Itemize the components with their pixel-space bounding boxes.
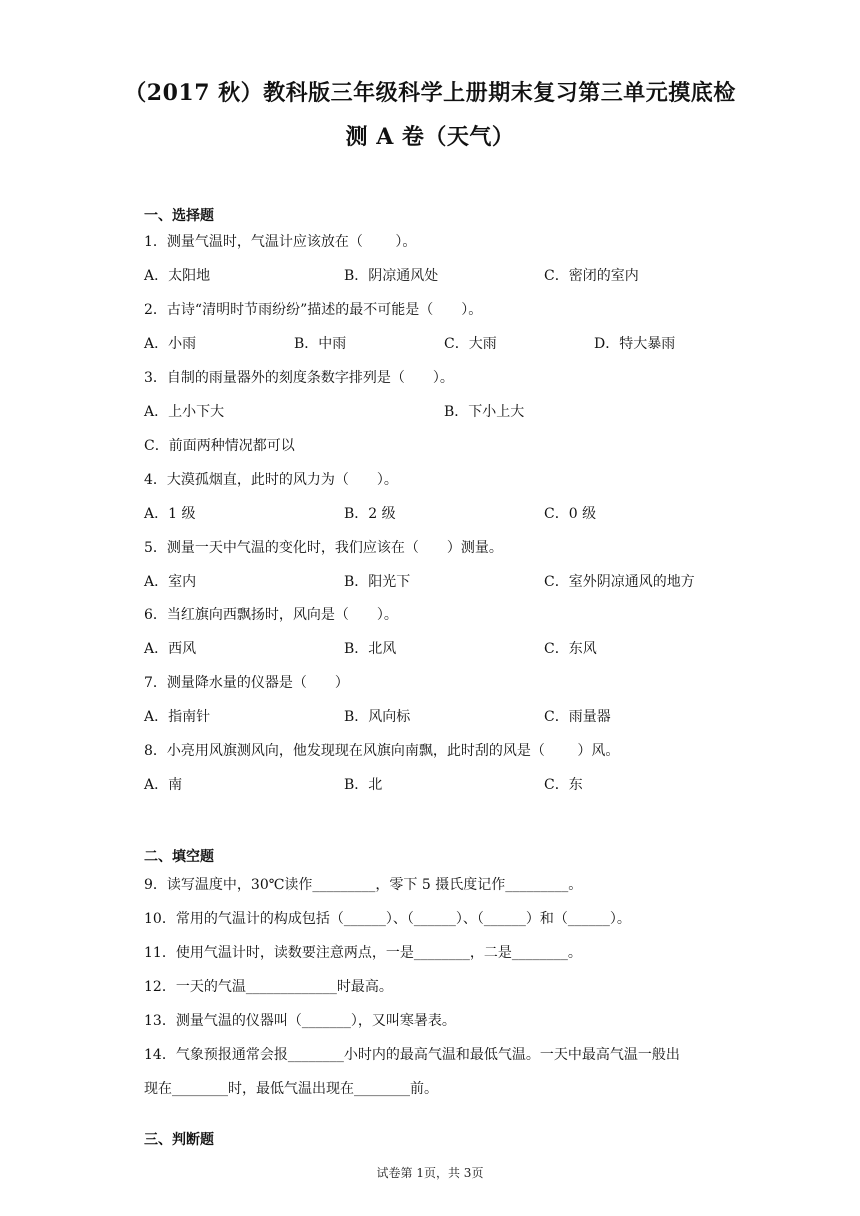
question-5-option-b: B．阳光下	[344, 574, 411, 590]
question-10: 10．常用的气温计的构成包括（______）、（______）、（______）和（______）。	[144, 911, 631, 927]
question-13: 13．测量气温的仪器叫（_______），又叫寒暑表。	[144, 1013, 456, 1029]
question-8-option-b: B．北	[344, 777, 383, 793]
question-14-line-1: 14．气象预报通常会报________小时内的最高气温和最低气温。一天中最高气温一般出	[144, 1047, 680, 1063]
question-2-option-a: A．小雨	[144, 336, 197, 352]
question-2-option-c: C．大雨	[444, 336, 497, 352]
question-8-option-a: A．南	[144, 777, 183, 793]
question-1-option-b: B．阴凉通风处	[344, 268, 439, 284]
question-3-option-a: A．上小下大	[144, 404, 225, 420]
paper-title-line-1: （2017 秋）教科版三年级科学上册期末复习第三单元摸底检	[124, 80, 736, 106]
question-2-option-b: B．中雨	[294, 336, 347, 352]
question-7-option-a: A．指南针	[144, 709, 211, 725]
question-1-option-c: C．密闭的室内	[544, 268, 639, 284]
section-heading-judge: 三、判断题	[144, 1132, 214, 1148]
question-3-stem: 3．自制的雨量器外的刻度条数字排列是（ ）。	[144, 370, 454, 386]
question-6-option-c: C．东风	[544, 641, 597, 657]
question-8-stem: 8．小亮用风旗测风向，他发现现在风旗向南飘，此时刮的风是（ ）风。	[144, 743, 620, 759]
question-5-option-c: C．室外阴凉通风的地方	[544, 574, 695, 590]
question-14-line-2: 现在________时，最低气温出现在________前。	[144, 1081, 438, 1097]
question-7-stem: 7．测量降水量的仪器是（ ）	[144, 675, 349, 691]
question-4-stem: 4．大漠孤烟直，此时的风力为（ ）。	[144, 472, 398, 488]
question-11: 11．使用气温计时，读数要注意两点，一是________，二是________。	[144, 945, 582, 961]
question-5-stem: 5．测量一天中气温的变化时，我们应该在（ ）测量。	[144, 540, 503, 556]
section-heading-fill: 二、填空题	[144, 849, 214, 865]
question-1-stem: 1．测量气温时，气温计应该放在（ ）。	[144, 234, 417, 250]
page-footer: 试卷第 1页，共 3页	[376, 1166, 484, 1180]
question-2-option-d: D．特大暴雨	[594, 336, 676, 352]
question-4-option-b: B．2 级	[344, 506, 396, 522]
question-1-option-a: A．太阳地	[144, 268, 211, 284]
question-9: 9．读写温度中，30℃读作_________，零下 5 摄氏度记作_________。	[144, 877, 583, 893]
question-4-option-a: A．1 级	[144, 506, 196, 522]
question-7-option-b: B．风向标	[344, 709, 411, 725]
paper-title-line-2: 测 A 卷（天气）	[345, 124, 515, 150]
question-3-option-c: C．前面两种情况都可以	[144, 438, 295, 454]
question-4-option-c: C．0 级	[544, 506, 597, 522]
question-6-option-b: B．北风	[344, 641, 397, 657]
question-8-option-c: C．东	[544, 777, 583, 793]
question-6-stem: 6．当红旗向西飘扬时，风向是（ ）。	[144, 607, 398, 623]
section-heading-choice: 一、选择题	[144, 208, 214, 224]
question-3-option-b: B．下小上大	[444, 404, 525, 420]
question-6-option-a: A．西风	[144, 641, 197, 657]
question-5-option-a: A．室内	[144, 574, 197, 590]
question-12: 12．一天的气温_____________时最高。	[144, 979, 393, 995]
question-7-option-c: C．雨量器	[544, 709, 611, 725]
question-2-stem: 2．古诗“清明时节雨纷纷”描述的最不可能是（ ）。	[144, 302, 483, 318]
